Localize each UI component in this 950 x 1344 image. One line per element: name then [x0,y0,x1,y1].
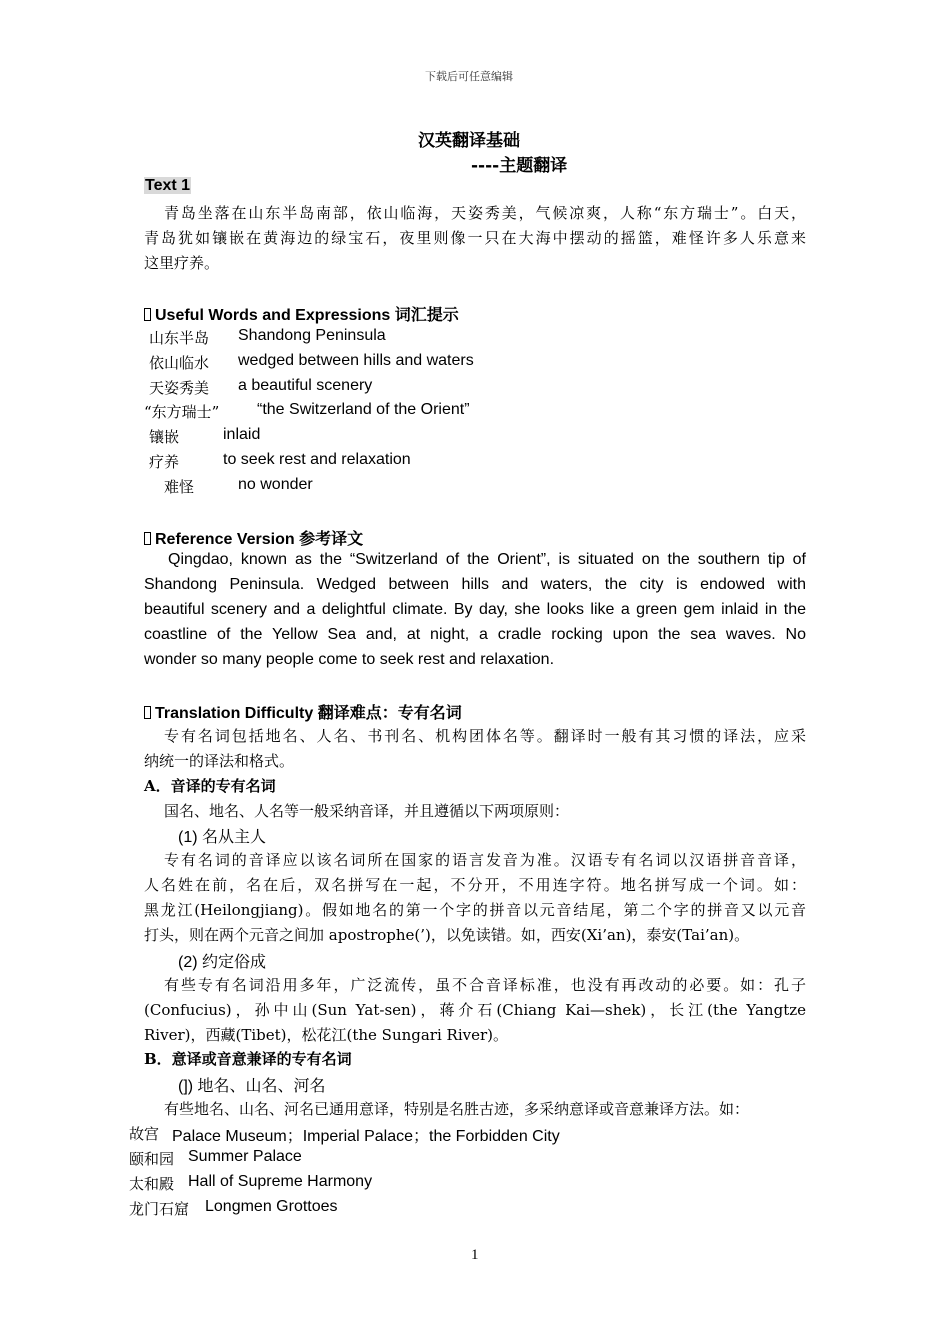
rule-2-title: (2) 约定俗成 [178,954,267,971]
difficulty-intro-line: 专有名词包括地名、人名、书刊名、机构团体名等。翻译时一般有其习惯的译法，应采 [164,727,806,745]
vocab-zh: 山东半岛 [149,329,210,347]
example-en: Summer Palace [188,1148,302,1165]
rule-1-line: 专有名词的音译应以该名词所在国家的语言发音为准。汉语专有名词以汉语拼音音译， [164,851,806,869]
example-zh: 故宫 [129,1125,160,1143]
vocab-en: inlaid [223,426,261,443]
vocab-en: “the Switzerland of the Orient” [257,401,470,418]
vocab-zh: 镶嵌 [149,428,180,446]
vocab-zh: “东方瑞士” [144,403,220,421]
reference-heading [144,526,363,549]
section-a-intro: 国名、地名、人名等一般采纳音译，并且遵循以下两项原则： [164,802,570,820]
page-number: 1 [471,1247,479,1263]
example-zh: 太和殿 [129,1175,175,1193]
useful-words-heading [144,302,459,325]
text-label [144,177,191,195]
useful-words-heading-text: Useful Words and Expressions 词汇提示 [155,307,459,324]
vocab-zh: 疗养 [149,453,180,471]
vocab-en: wedged between hills and waters [238,352,474,369]
vocab-en: Shandong Peninsula [238,327,386,344]
text-label-text: Text 1 [145,177,191,194]
rule-1-line: 打头，则在两个元音之间加 apostrophe(’)，以免读错。如，西安(Xi’an)，泰安(Tai’an)。 [144,926,750,944]
reference-line: coastline of the Yellow Sea and, at night, a cradle rocking upon the sea waves. No [144,626,806,643]
rule-2-line: (Confucius)，孙中山(Sun Yat-sen)，蒋介石(Chiang Kai—shek)，长江(the Yangtze [144,1001,806,1019]
source-paragraph-line: 青岛坐落在山东半岛南部，依山临海，天姿秀美，气候凉爽，人称“东方瑞士”。白天， [164,204,806,222]
bullet-box-icon [144,532,151,545]
section-b-rule-1-title: (]) 地名、山名、河名 [178,1078,326,1095]
bullet-box-icon [144,308,151,321]
source-paragraph-line: 这里疗养。 [144,254,220,272]
reference-line: wonder so many people come to seek rest and relaxation. [144,651,555,668]
section-b-heading: B．意译或音意兼译的专有名词 [144,1050,352,1068]
example-en: Longmen Grottoes [205,1198,338,1215]
difficulty-heading-text: Translation Difficulty 翻译难点：专有名词 [155,705,462,722]
example-en: Palace Museum；Imperial Palace；the Forbidden City [172,1128,560,1145]
vocab-zh: 依山临水 [149,354,210,372]
page-title: 汉英翻译基础 [418,131,520,151]
rule-1-line: 黑龙江(Heilongjiang)。假如地名的第一个字的拼音以元音结尾，第二个字的拼音又以元音 [144,901,806,919]
section-a-heading: A．音译的专有名词 [144,777,276,795]
rule-1-line: 人名姓在前，名在后，双名拼写在一起，不分开，不用连字符。地名拼写成一个词。如： [144,876,806,894]
example-zh: 颐和园 [129,1150,175,1168]
section-b-intro: 有些地名、山名、河名已通用意译，特别是名胜古迹，多采纳意译或音意兼译方法。如： [164,1100,750,1118]
source-paragraph-line: 青岛犹如镶嵌在黄海边的绿宝石，夜里则像一只在大海中摆动的摇篮，难怪许多人乐意来 [144,229,806,247]
vocab-zh: 难怪 [164,478,195,496]
vocab-en: no wonder [238,476,313,493]
example-zh: 龙门石窟 [129,1200,190,1218]
vocab-en: to seek rest and relaxation [223,451,411,468]
reference-line: Shandong Peninsula. Wedged between hills and waters, the city is endowed with [144,576,806,593]
vocab-zh: 天姿秀美 [149,379,210,397]
difficulty-intro-line: 纳统一的译法和格式。 [144,752,295,770]
difficulty-heading [144,700,462,723]
rule-2-line: River)，西藏(Tibet)，松花江(the Sungari River)。 [144,1026,509,1044]
reference-heading-text: Reference Version 参考译文 [155,531,364,548]
reference-line: beautiful scenery and a delightful climate. By day, she looks like a green gem inlaid in the [144,601,806,618]
page-subtitle: ----主题翻译 [471,156,568,176]
example-en: Hall of Supreme Harmony [188,1173,373,1190]
rule-1-title: (1) 名从主人 [178,829,267,846]
rule-2-line: 有些专有名词沿用多年，广泛流传，虽不合音译标准，也没有再改动的必要。如：孔子 [164,976,806,994]
reference-line: Qingdao, known as the “Switzerland of the Orient”, is situated on the southern tip of [168,551,806,568]
bullet-box-icon [144,706,151,719]
header-note: 下载后可任意编辑 [425,70,513,83]
vocab-en: a beautiful scenery [238,377,373,394]
